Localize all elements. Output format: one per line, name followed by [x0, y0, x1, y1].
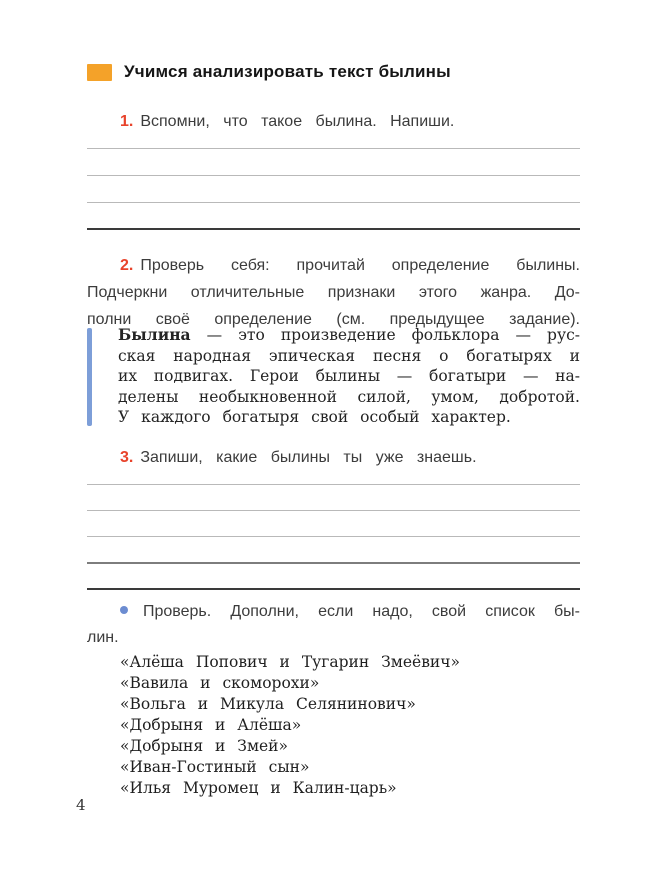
list-item: «Вольга и Микула Селянинович» [120, 695, 416, 713]
orange-marker-icon [87, 64, 112, 81]
definition-accent-bar [87, 328, 92, 426]
task-2-number: 2. [120, 257, 134, 274]
definition-line: их подвигах. Герои былины — богатыри — на- [118, 367, 580, 385]
check-item-text: Проверь. Дополни, если надо, свой список бы- [143, 603, 580, 620]
answer-line [87, 459, 580, 485]
check-item-line: лин. [87, 629, 119, 646]
list-item: «Алёша Попович и Тугарин Змеёвич» [120, 653, 460, 671]
task-1-number: 1. [120, 113, 134, 130]
list-item: «Добрыня и Змей» [120, 737, 289, 755]
task-3-number: 3. [120, 449, 134, 466]
definition-text [87, 325, 580, 428]
answer-line [87, 511, 580, 537]
answer-area-1 [87, 122, 580, 230]
definition-line: ская народная эпическая песня о богатырях и [118, 346, 580, 365]
list-item: «Илья Муромец и Калин-царь» [120, 779, 397, 797]
definition-line: У каждого богатыря свой особый характер. [118, 408, 511, 426]
task-2-text: Проверь себя: прочитай определение былины. [140, 257, 580, 274]
list-item: «Вавила и скоморохи» [120, 674, 320, 692]
answer-area-2 [87, 459, 580, 590]
task-2-line: Подчеркни отличительные признаки этого жанра. До- [87, 284, 580, 301]
definition-line [118, 325, 580, 346]
task-2-line [87, 252, 580, 279]
answer-line [87, 485, 580, 511]
answer-line [87, 537, 580, 564]
answer-line [87, 176, 580, 203]
page-title: Учимся анализировать текст былины [124, 62, 451, 81]
check-list-item [87, 599, 580, 651]
task-2 [87, 252, 580, 333]
answer-line [87, 149, 580, 176]
definition-term: Былина [118, 325, 191, 344]
task-3-text: Запиши, какие былины ты уже знаешь. [140, 449, 477, 466]
answer-line [87, 122, 580, 149]
bylina-list [87, 652, 613, 799]
section-header [87, 62, 580, 82]
task-1-text: Вспомни, что такое былина. Напиши. [140, 113, 455, 130]
definition-line: делены необыкновенной силой, умом, добротой. [118, 387, 580, 406]
definition-block [87, 325, 580, 428]
page-number: 4 [76, 796, 86, 814]
check-item-line [87, 599, 580, 625]
list-item: «Добрыня и Алёша» [120, 716, 302, 734]
list-item: «Иван-Гостиный сын» [120, 758, 310, 776]
answer-line [87, 564, 580, 590]
answer-line [87, 203, 580, 230]
bullet-dot-icon [120, 606, 128, 614]
definition-line-rest: — это произведение фольклора — рус- [206, 326, 580, 344]
task-2-line: полни своё определение (см. предыдущее задание). [87, 311, 580, 328]
